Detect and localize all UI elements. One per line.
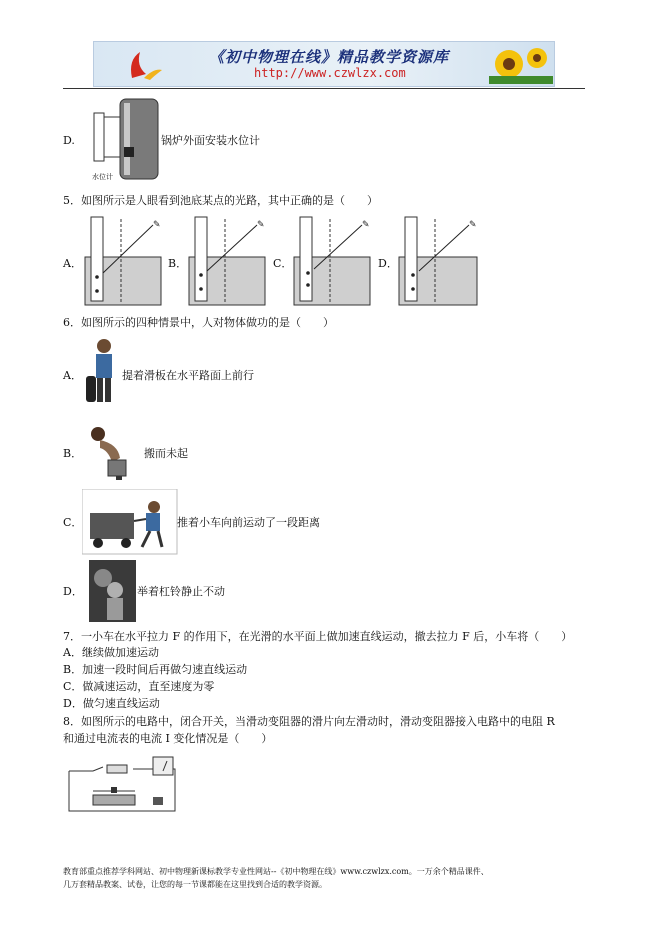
q6-option-d-label: D． (63, 585, 83, 598)
q7-stem: 7．一小车在水平拉力 F 的作用下，在光滑的水平面上做加速直线运动，撤去拉力 F 后，小车将（ ） (63, 630, 573, 643)
q6-option-d-text: 举着杠铃静止不动 (137, 585, 225, 598)
q8-stem-line1: 8．如图所示的电路中，闭合开关，当滑动变阻器的滑片向左滑动时，滑动变阻器接入电路中的电阻 R (63, 715, 555, 728)
q7-option-d: D．做匀速直线运动 (63, 697, 160, 710)
q6-stem: 6．如图所示的四种情景中，人对物体做功的是（ ） (63, 316, 334, 329)
banner-title: 《初中物理在线》精品教学资源库 (209, 48, 450, 66)
q5-diagram-a (83, 215, 163, 307)
q5-diagram-b (187, 215, 267, 307)
q5-option-d: D． (378, 257, 398, 270)
q6-option-b-label: B． (63, 447, 83, 460)
footer-line-2: 几万套精品教案、试卷，让您的每一节课都能在这里找到合适的教学资源。 (63, 880, 327, 889)
q6-option-c-label: C． (63, 516, 83, 529)
q6-option-a-text: 提着滑板在水平路面上前行 (122, 369, 254, 382)
q4-option-d-text: 锅炉外面安装水位计 (161, 134, 260, 147)
site-logo (124, 48, 164, 82)
person-lifting-box-image (82, 422, 142, 482)
q4-option-d-label: D. (63, 134, 75, 147)
svg-text:✎: ✎ (153, 220, 161, 230)
q6-option-a-label: A． (63, 369, 82, 382)
q7-option-a: A．继续做加速运动 (63, 646, 159, 659)
q5-diagram-d (397, 215, 479, 307)
weightlifter-image (89, 560, 136, 622)
svg-text:✎: ✎ (469, 220, 477, 230)
q6-option-b-text: 搬而未起 (144, 447, 188, 460)
header-banner (93, 41, 555, 87)
q7-option-b: B．加速一段时间后再做匀速直线运动 (63, 663, 248, 676)
banner-url[interactable]: http://www.czwlzx.com (254, 66, 406, 80)
q5-option-a: A． (63, 257, 82, 270)
person-carrying-skateboard-image (84, 336, 124, 410)
sunflower-image (489, 44, 553, 84)
svg-text:✎: ✎ (362, 220, 370, 230)
q5-stem: 5．如图所示是人眼看到池底某点的光路，其中正确的是（ ） (63, 194, 378, 207)
q5-diagram-c (292, 215, 372, 307)
q8-stem-line2: 和通过电流表的电流 I 变化情况是（ ） (63, 732, 273, 745)
svg-text:✎: ✎ (257, 220, 265, 230)
person-pushing-cart-image (82, 489, 178, 555)
q7-option-c: C．做减速运动，直至速度为零 (63, 680, 215, 693)
q6-option-c-text: 推着小车向前运动了一段距离 (177, 516, 320, 529)
q5-option-c: C． (273, 257, 293, 270)
gauge-caption: 水位计 (92, 173, 113, 181)
header-rule (63, 88, 585, 89)
footer-line-1: 教育部重点推荐学科网站、初中物理新课标教学专业性网站--《初中物理在线》www.czwlzx.com。一万余个精品课件、 (63, 867, 489, 876)
circuit-diagram-image (63, 755, 181, 817)
q5-option-b: B． (168, 257, 188, 270)
